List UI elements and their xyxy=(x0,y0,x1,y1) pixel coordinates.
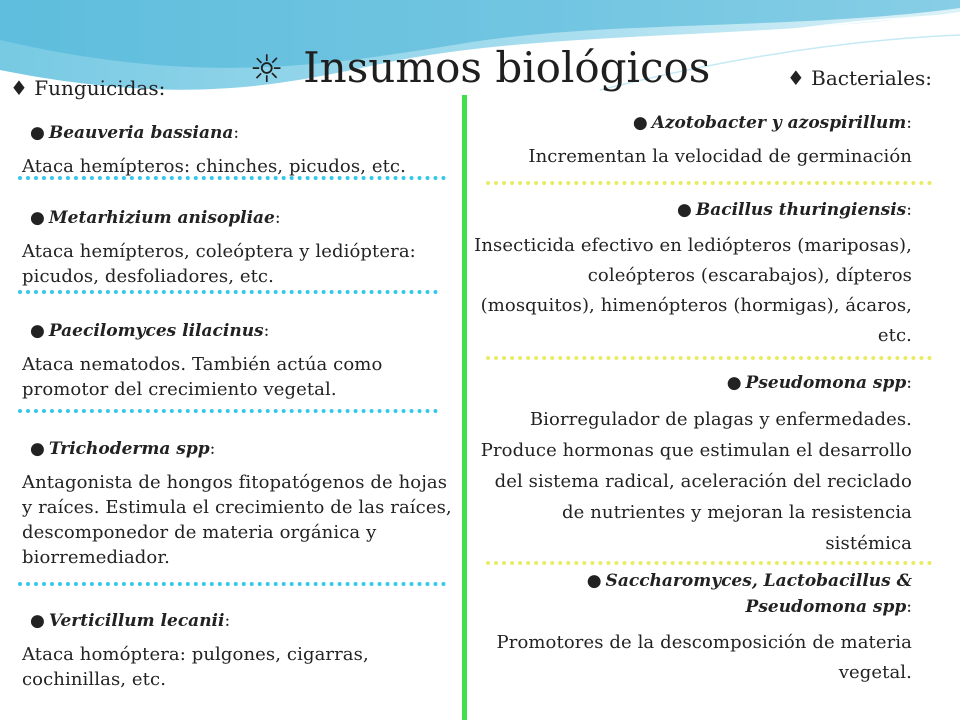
organism-name: ● Saccharomyces, Lactobacillus & Pseudomona spp: xyxy=(586,571,912,617)
organism-name: ● Pseudomona spp: xyxy=(726,373,912,393)
separator-dots xyxy=(486,181,932,185)
organism-description: Ataca hemípteros: chinches, picudos, etc. xyxy=(22,156,406,177)
list-item xyxy=(472,370,912,559)
organism-name: ● Paecilomyces lilacinus: xyxy=(30,321,270,341)
bacterials-heading: ♦ Bacteriales: xyxy=(786,66,932,90)
organism-description: Antagonista de hongos fitopatógenos de hojas y raíces. Estimula el crecimiento de las raíces, descomponedor de materia orgánica y biorremediador. xyxy=(22,472,452,568)
organism-description: Incrementan la velocidad de germinación xyxy=(528,146,912,167)
organism-description: Insecticida efectivo en lediópteros (mariposas), coleópteros (escarabajos), dípteros (mosquitos), himenópteros (hormigas), ácaros, etc. xyxy=(474,235,912,346)
organism-name: ● Bacillus thuringiensis: xyxy=(676,200,912,220)
list-item xyxy=(472,197,912,351)
organism-description: Promotores de la descomposición de materia vegetal. xyxy=(496,632,912,683)
separator-dots xyxy=(18,582,446,586)
list-item xyxy=(472,568,912,688)
list-item xyxy=(472,110,912,169)
organism-description: Ataca homóptera: pulgones, cigarras, cochinillas, etc. xyxy=(22,644,369,690)
separator-dots xyxy=(18,409,438,413)
separator-dots xyxy=(486,561,932,565)
organism-name: ● Verticillum lecanii: xyxy=(30,611,231,631)
column-divider xyxy=(462,95,467,720)
organism-description: Ataca nematodos. También actúa como promotor del crecimiento vegetal. xyxy=(22,354,383,400)
fungicides-heading: ♦ Funguicidas: xyxy=(10,76,166,100)
separator-dots xyxy=(18,290,438,294)
list-item xyxy=(22,120,460,179)
list-item xyxy=(22,436,460,570)
organism-name: ● Beauveria bassiana: xyxy=(30,123,240,143)
list-item xyxy=(22,318,460,402)
separator-dots xyxy=(18,176,446,180)
organism-name: ● Trichoderma spp: xyxy=(30,439,216,459)
sun-icon: ☼ xyxy=(249,47,284,91)
organism-description: Ataca hemípteros, coleóptera y ledióptera: picudos, desfoliadores, etc. xyxy=(22,241,416,287)
separator-dots xyxy=(486,356,932,360)
list-item xyxy=(22,205,460,289)
organism-description: Biorregulador de plagas y enfermedades. Produce hormonas que estimulan el desarrollo del sistema radical, aceleración del reciclado de nutrientes y mejoran la resistencia sistémica xyxy=(480,409,912,554)
list-item xyxy=(22,608,460,692)
organism-name: ● Metarhizium anisopliae: xyxy=(30,208,281,228)
slide-title-text: Insumos biológicos xyxy=(303,43,711,92)
organism-name: ● Azotobacter y azospirillum: xyxy=(632,113,912,133)
